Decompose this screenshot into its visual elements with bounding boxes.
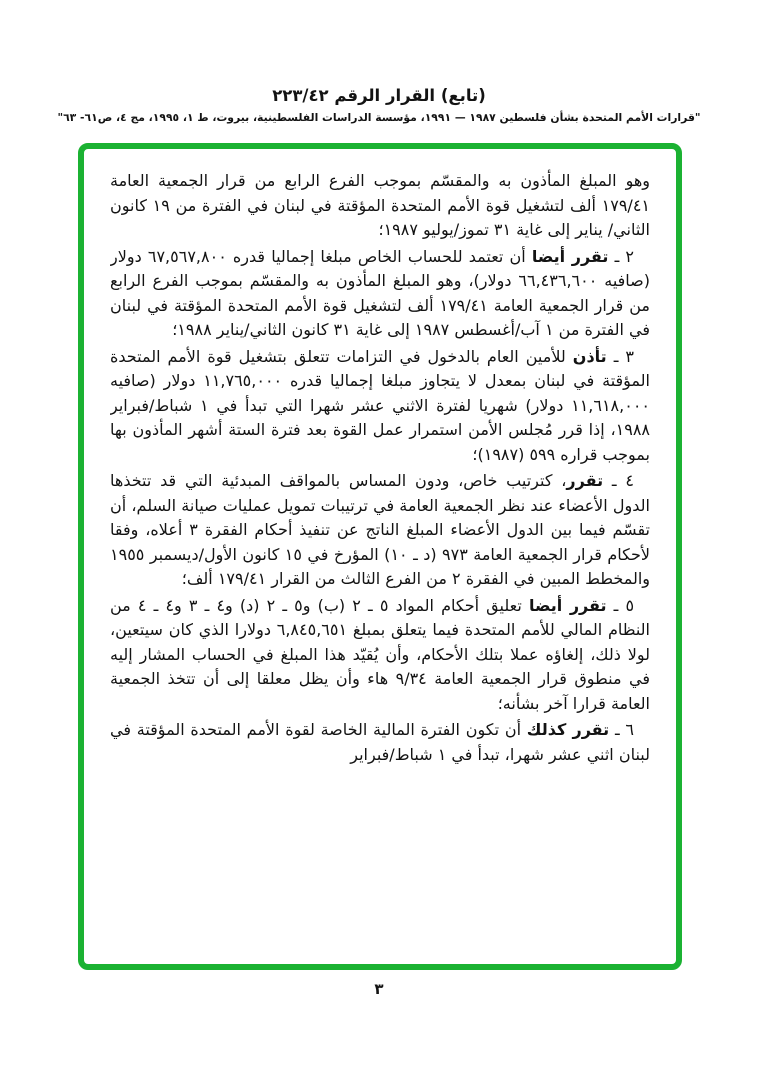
paragraph-4: [110, 469, 650, 592]
paragraph-text: وهو المبلغ المأذون به والمقسّم بموجب الفرع الرابع من قرار الجمعية العامة ١٧٩/٤١ ألف لتشغيل قوة الأمم المتحدة المؤقتة في لبنان في الفترة من ١٩ كانون الثاني/ يناير إلى غاية ٣١ تموز/يوليو ١٩٨٧؛: [110, 171, 650, 239]
paragraph-5: [110, 594, 650, 717]
content-frame: [78, 143, 682, 970]
paragraph-2: [110, 245, 650, 343]
paragraph-number: ٣ ـ: [606, 346, 634, 366]
paragraph-lead: تأذن: [572, 346, 607, 366]
paragraph-continuation: [110, 169, 650, 243]
page-number: ٣: [374, 980, 384, 998]
paragraph-number: ٥ ـ: [606, 595, 635, 615]
paragraph-6: [110, 718, 650, 767]
source-citation: "قرارات الأمم المتحدة بشأن فلسطين ١٩٨٧ — ١٩٩١، مؤسسة الدراسات الفلسطينية، بيروت، ط ١، ١٩٩٥، مج ٤، ص٦١- ٦٣": [57, 111, 701, 124]
paragraph-text: تعليق أحكام المواد ٥ ـ ٢ (ب) و٥ ـ ٢ (د) و٤ ـ ٣ و٤ ـ ٤ من النظام المالي للأمم المتحدة فيما يتعلق بمبلغ ٦,٨٤٥,٦٥١ دولارا الذي كان سيتعين، لولا ذلك، إلغاؤه عملا بتلك الأحكام، وأن يُقيّد هذا المبلغ في الحساب المشار إليه في منطوق قرار الجمعية العامة ٩/٣٤ هاء وأن يظل معلقا إلى أن تتخذ الجمعية العامة قرارا آخر بشأنه؛: [110, 595, 650, 713]
paragraph-text: أن تعتمد للحساب الخاص مبلغا إجماليا قدره ٦٧,٥٦٧,٨٠٠ دولار (صافيه ٦٦,٤٣٦,٦٠٠ دولار)، وهو المبلغ المأذون به والمقسّم بموجب الفرع الرابع من قرار الجمعية العامة ١٧٩/٤١ ألف لتشغيل قوة الأمم المتحدة المؤقتة في لبنان في الفترة من ١ آب/أغسطس ١٩٨٧ إلى غاية ٣١ كانون الثاني/يناير ١٩٨٨؛: [110, 246, 650, 339]
paragraph-lead: تقرر أيضا: [531, 246, 609, 266]
paragraph-number: ٦ ـ: [609, 720, 634, 739]
paragraph-lead: تقرر: [566, 471, 604, 490]
paragraph-number: ٤ ـ: [603, 471, 635, 490]
paragraph-lead: تقرر كذلك: [526, 720, 610, 739]
paragraph-number: ٢ ـ: [608, 246, 635, 266]
paragraph-lead: تقرر أيضا: [528, 595, 607, 615]
paragraph-3: [110, 345, 650, 468]
resolution-title: (تابع) القرار الرقم ٢٢٣/٤٢: [272, 86, 486, 105]
paragraph-text: ، كترتيب خاص، ودون المساس بالمواقف المبدئية التي قد تتخذها الدول الأعضاء عند نظر الجمعية العامة في ترتيبات تمويل عمليات صيانة السلم، أن تقسّم فيما بين الدول الأعضاء المبلغ الناتج عن تنفيذ أحكام الفقرة ٣ أعلاه، وفقا لأحكام قرار الجمعية العامة ٩٧٣ (د ـ ١٠) المؤرخ في ١٥ كانون الأول/ديسمبر ١٩٥٥ والمخطط المبين في الفقرة ٢ من الفرع الثالث من القرار ١٧٩/٤١ ألف؛: [110, 471, 650, 588]
paragraph-text: أن تكون الفترة المالية الخاصة لقوة الأمم المتحدة المؤقتة في لبنان اثني عشر شهرا، تبدأ في ١ شباط/فبراير: [110, 720, 650, 764]
resolution-text: [110, 169, 650, 950]
paragraph-text: للأمين العام بالدخول في التزامات تتعلق بتشغيل قوة الأمم المتحدة المؤقتة في لبنان بمعدل لا يتجاوز مبلغا إجماليا قدره ١١,٧٦٥,٠٠٠ دولار (صافيه ١١,٦١٨,٠٠٠ دولار) شهريا لفترة الاثني عشر شهرا التي تبدأ في ١ شباط/فبراير ١٩٨٨، إذا قرر مُجلس الأمن استمرار عمل القوة بعد فترة الستة أشهر المأذون بها بموجب قراره ٥٩٩ (١٩٨٧)؛: [110, 346, 650, 464]
